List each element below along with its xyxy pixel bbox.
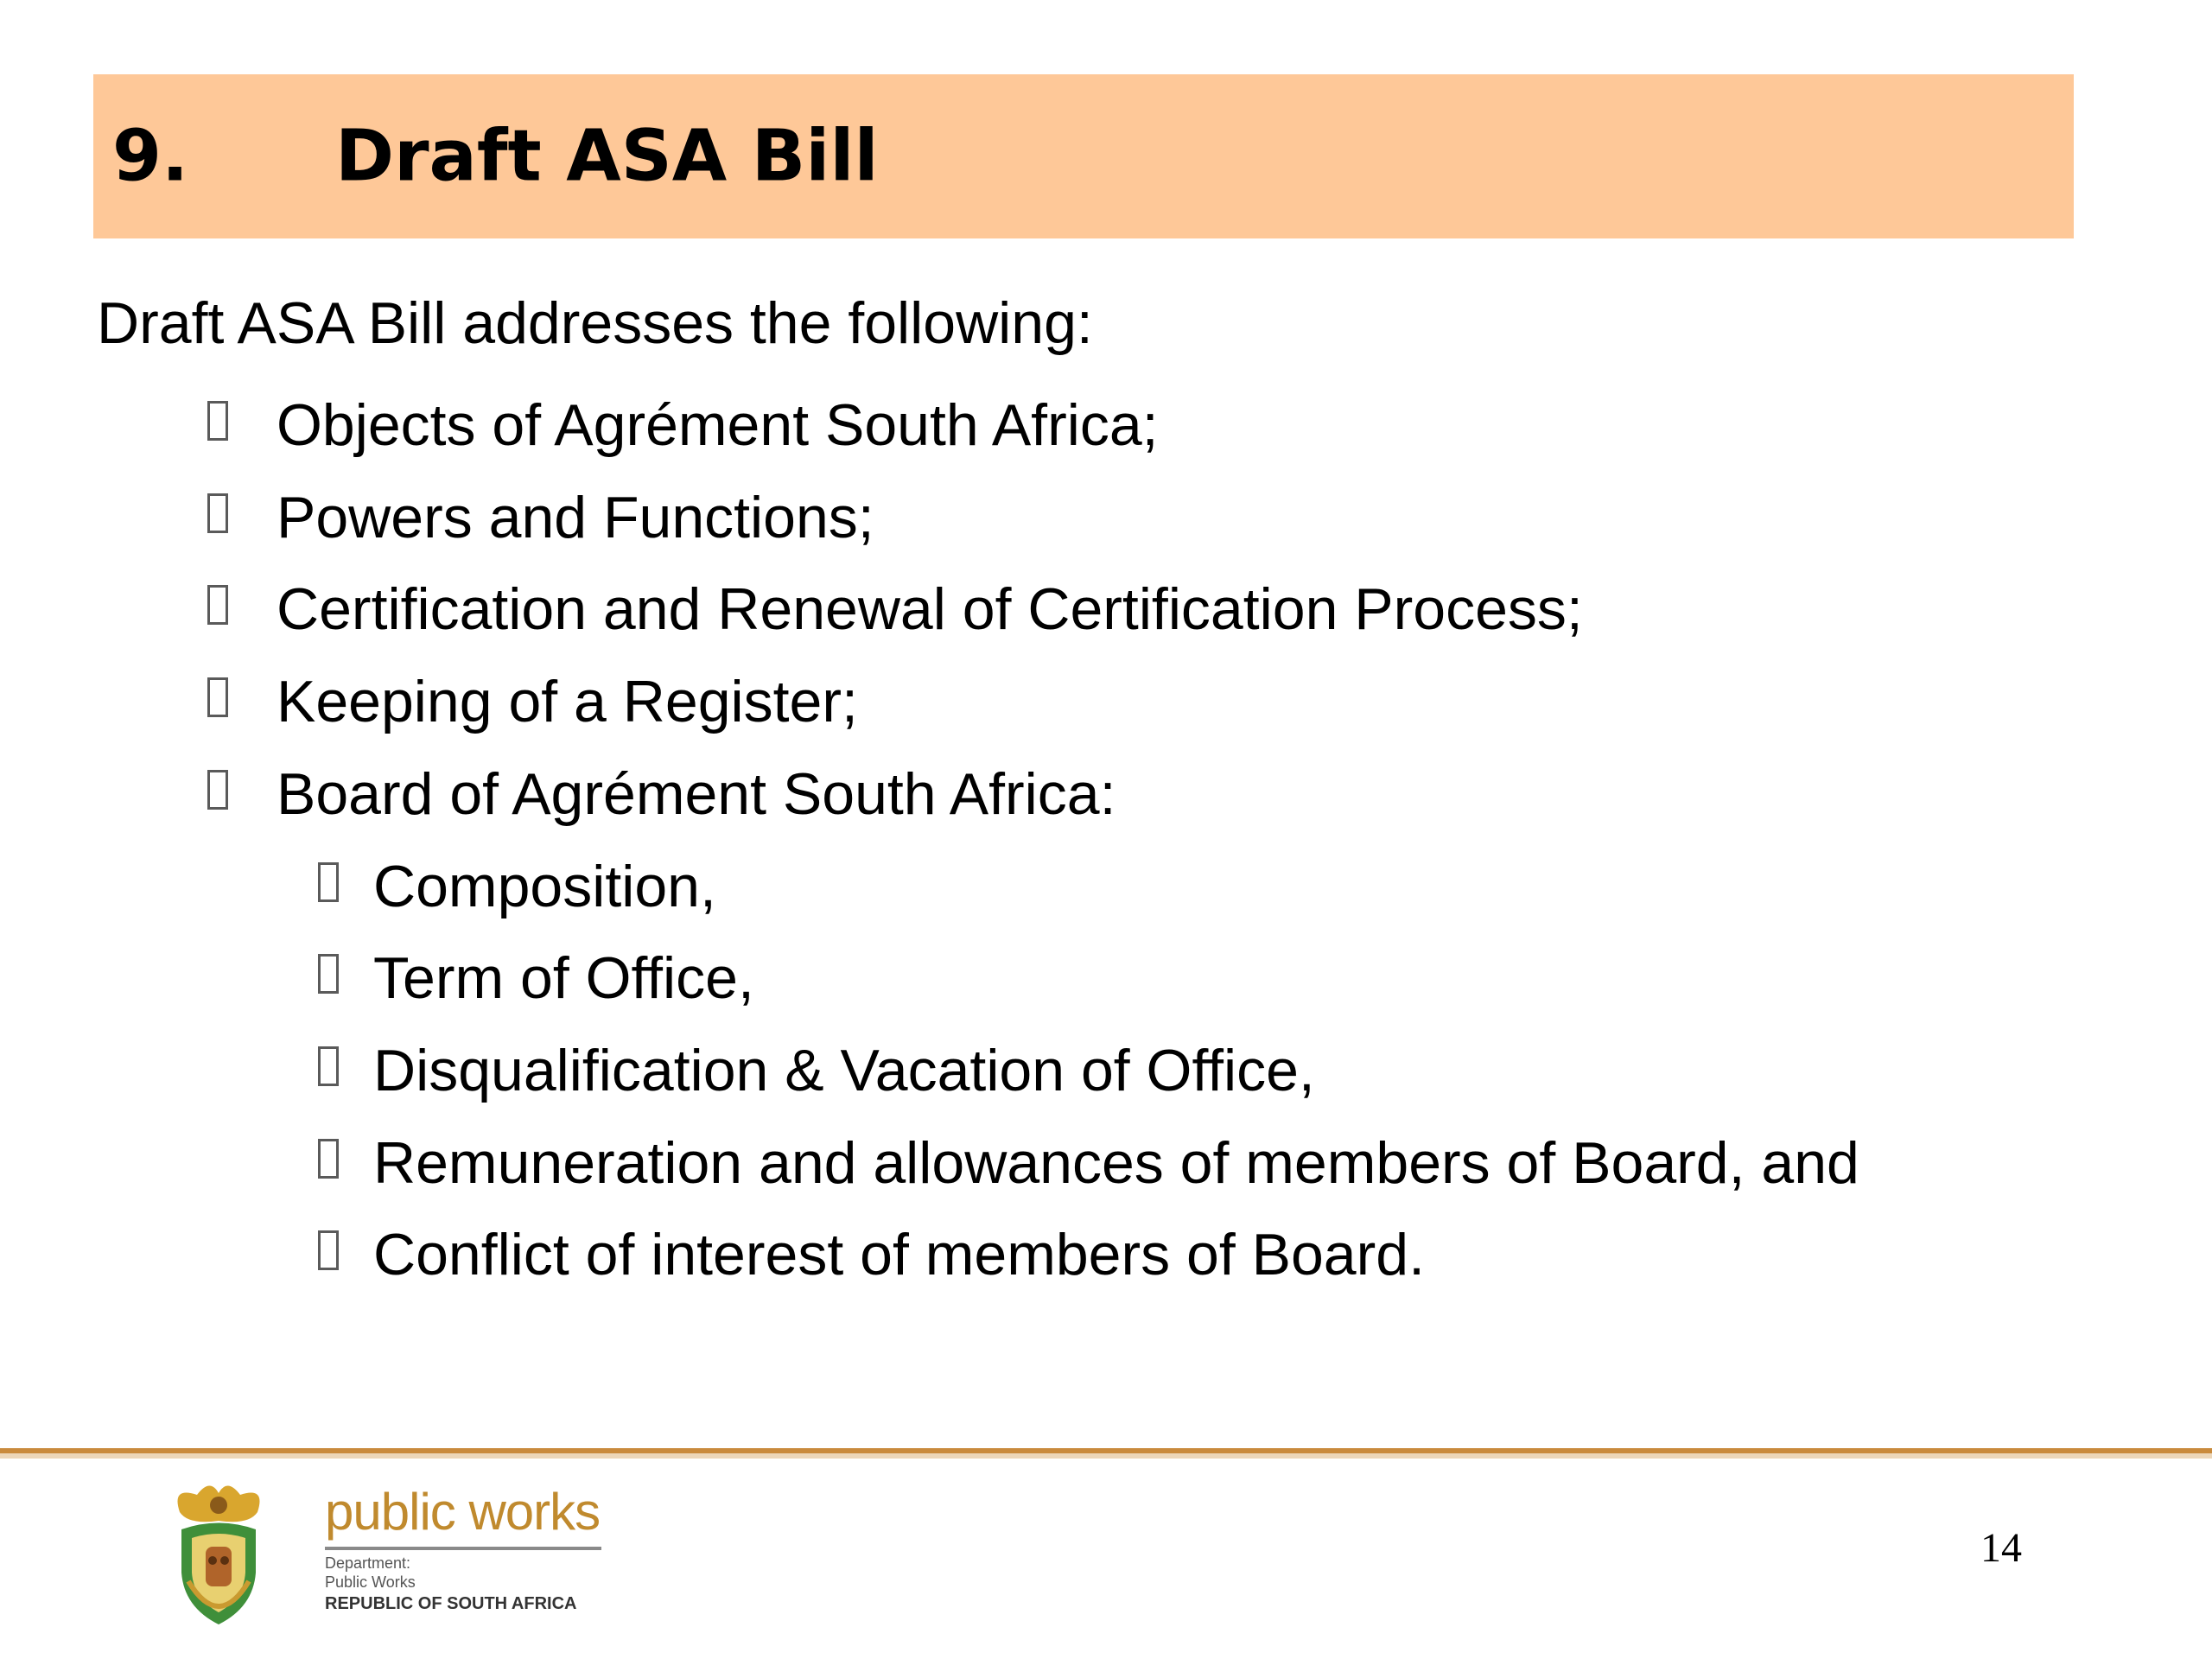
logo-text: public works xyxy=(325,1483,601,1541)
bullet-square-icon xyxy=(318,1139,339,1179)
bullet-label: Remuneration and allowances of members of Board, and xyxy=(373,1130,1859,1196)
logo-sub-department: Department: xyxy=(325,1554,411,1572)
bullet-square-icon xyxy=(207,770,228,810)
bullet-square-icon xyxy=(318,1046,339,1086)
coat-of-arms-icon xyxy=(162,1478,275,1630)
bullet-square-icon xyxy=(207,493,228,533)
logo-sub-public-works: Public Works xyxy=(325,1573,416,1591)
title-bar xyxy=(93,74,2074,238)
intro-text: Draft ASA Bill addresses the following: xyxy=(97,290,1093,356)
bullet-label: Objects of Agrément South Africa; xyxy=(276,392,1159,458)
page-number: 14 xyxy=(1980,1525,2022,1571)
bullet-square-icon xyxy=(207,677,228,717)
title-number: 9. xyxy=(112,115,189,198)
bullet-label: Certification and Renewal of Certification Process; xyxy=(276,576,1583,642)
bullet-label: Powers and Functions; xyxy=(276,485,874,550)
bullet-label: Conflict of interest of members of Board. xyxy=(373,1222,1425,1287)
bullet-label: Composition, xyxy=(373,854,716,919)
bullet-label: Keeping of a Register; xyxy=(276,669,858,734)
page-title: Draft ASA Bill xyxy=(335,115,879,198)
bullet-square-icon xyxy=(318,862,339,902)
footer-divider-shadow xyxy=(0,1453,2212,1459)
bullet-label: Disqualification & Vacation of Office, xyxy=(373,1038,1315,1103)
bullet-label: Term of Office, xyxy=(373,945,754,1011)
logo-rule xyxy=(325,1547,601,1550)
bullet-square-icon xyxy=(207,401,228,441)
logo-sub-republic: REPUBLIC OF SOUTH AFRICA xyxy=(325,1594,577,1613)
bullet-label: Board of Agrément South Africa: xyxy=(276,761,1116,827)
bullet-square-icon xyxy=(318,1230,339,1270)
bullet-square-icon xyxy=(207,585,228,625)
bullet-square-icon xyxy=(318,954,339,994)
